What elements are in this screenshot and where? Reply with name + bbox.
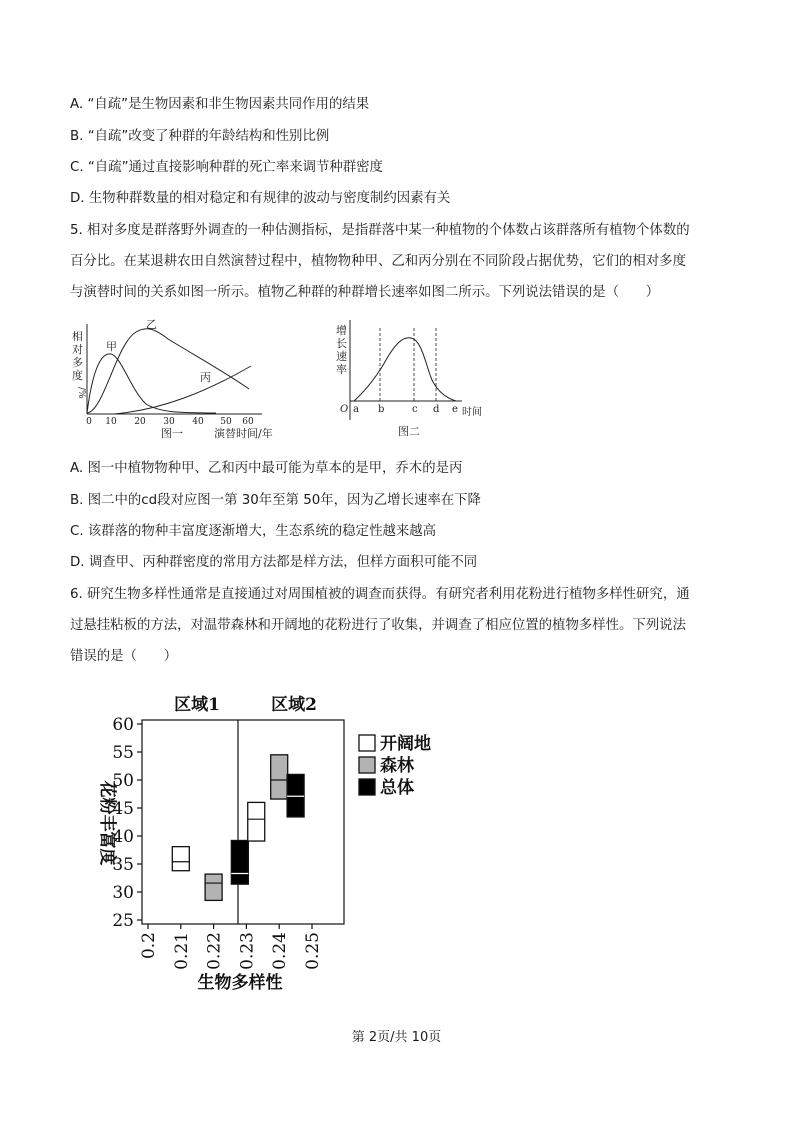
fig2-xtick: b [378, 404, 385, 415]
box-开阔地 [172, 847, 189, 871]
question-5-line-3: 与演替时间的关系如图一所示。植物乙种群的种群增长速率如图二所示。下列说法错误的是（ ） [70, 285, 660, 300]
facet-label-region-2: 区域2 [271, 695, 317, 715]
fig1-ylabel-char: 相 [72, 330, 83, 343]
option-a-q5: A. 图一中植物物种甲、乙和丙中最可能为草本的是甲，乔木的是丙 [70, 461, 463, 476]
y-tick-label: 50 [112, 771, 134, 791]
fig1-xtick: 30 [163, 417, 175, 427]
y-tick-label: 45 [112, 799, 134, 819]
fig2-xtick: e [452, 404, 458, 415]
fig1-xtick: 60 [242, 417, 254, 427]
x-tick-label: 0.24 [270, 932, 291, 970]
facet-label-region-1: 区域1 [174, 695, 220, 715]
fig1-xtick: 50 [220, 417, 232, 427]
x-tick-label: 0.2 [139, 932, 159, 960]
fig1-xtick: 10 [105, 417, 117, 427]
option-c-q4: C. “自疏”通过直接影响种群的死亡率来调节种群密度 [70, 160, 383, 175]
y-tick-label: 30 [112, 883, 134, 903]
fig1-ylabel-char: 多 [72, 356, 83, 369]
box-开阔地 [248, 802, 265, 841]
option-c-q5: C. 该群落的物种丰富度逐渐增大，生态系统的稳定性越来越高 [70, 524, 437, 539]
fig1-xtick: 20 [134, 417, 146, 427]
fig2-origin: O [340, 404, 349, 415]
fig2-xlabel: 时间 [462, 407, 482, 418]
fig1-xlabel: 演替时间/年 [214, 427, 273, 440]
species-label-bing: 丙 [200, 371, 211, 384]
fig2-caption: 图二 [398, 425, 420, 438]
species-label-jia: 甲 [106, 340, 117, 353]
y-tick-label: 55 [112, 743, 134, 763]
x-tick-label: 0.23 [237, 932, 258, 970]
y-tick-label: 60 [112, 715, 134, 735]
question-6-line-3: 错误的是（ ） [70, 649, 178, 664]
y-tick-label: 35 [112, 855, 134, 875]
option-d-q5: D. 调查甲、丙种群密度的常用方法都是样方法，但样方面积可能不同 [70, 555, 478, 570]
y-tick-label: 25 [112, 911, 134, 931]
y-tick-label: 40 [112, 827, 134, 847]
fig2-ylabel-char: 速 [336, 350, 347, 363]
x-tick-label: 0.25 [303, 932, 323, 970]
fig2-xtick: d [433, 404, 440, 415]
figure-2 [336, 318, 496, 442]
legend-label: 开阔地 [380, 734, 431, 754]
fig2-ylabel-char: 长 [336, 337, 347, 350]
fig2-ylabel-char: 率 [336, 363, 347, 376]
fig2-xtick: a [353, 404, 359, 415]
figure-1 [66, 314, 298, 442]
fig1-ylabel-char: 度 [72, 369, 83, 382]
box-总体 [231, 840, 248, 884]
fig2-xtick: c [412, 404, 418, 415]
question-6-line-1: 6. 研究生物多样性通常是直接通过对周围植被的调查而获得。有研究者利用花粉进行植物多样性研究，通 [70, 587, 690, 602]
fig2-ylabel-char: 增 [336, 324, 347, 337]
legend-swatch [359, 757, 375, 773]
pollen-diversity-chart [80, 686, 460, 996]
fig1-ylabel-char: /% [76, 387, 86, 399]
x-tick-label: 0.21 [171, 932, 192, 970]
legend-swatch [359, 735, 375, 751]
option-b-q4: B. “自疏”改变了种群的年龄结构和性别比例 [70, 129, 330, 144]
question-5-line-2: 百分比。在某退耕农田自然演替过程中，植物物种甲、乙和丙分别在不同阶段占据优势，它们的相对多度 [70, 254, 686, 269]
box-森林 [205, 874, 222, 900]
fig1-ylabel-char: 对 [72, 343, 83, 356]
fig1-xtick: 0 [86, 417, 92, 427]
species-label-yi: 乙 [146, 318, 157, 331]
legend-swatch [359, 779, 375, 795]
option-d-q4: D. 生物种群数量的相对稳定和有规律的波动与密度制约因素有关 [70, 191, 451, 206]
option-a-q4: A. “自疏”是生物因素和非生物因素共同作用的结果 [70, 97, 370, 112]
x-tick-label: 0.22 [204, 932, 225, 970]
legend-label: 总体 [380, 778, 414, 798]
option-b-q5: B. 图二中的cd段对应图一第 30年至第 50年，因为乙增长速率在下降 [70, 493, 481, 508]
chart-ylabel: 花粉丰富度 [97, 780, 117, 866]
chart-xlabel: 生物多样性 [197, 973, 283, 993]
page-footer: 第 2页/共 10页 [351, 1030, 442, 1045]
question-5-line-1: 5. 相对多度是群落野外调查的一种估测指标，是指群落中某一种植物的个体数占该群落所有植物个体数的 [70, 223, 690, 238]
question-6-line-2: 过悬挂粘板的方法，对温带森林和开阔地的花粉进行了收集，并调查了相应位置的植物多样性。下列说法 [70, 618, 686, 633]
fig1-xtick: 40 [192, 417, 204, 427]
box-森林 [271, 755, 288, 799]
fig1-caption: 图一 [161, 427, 183, 440]
legend-label: 森林 [380, 756, 414, 776]
